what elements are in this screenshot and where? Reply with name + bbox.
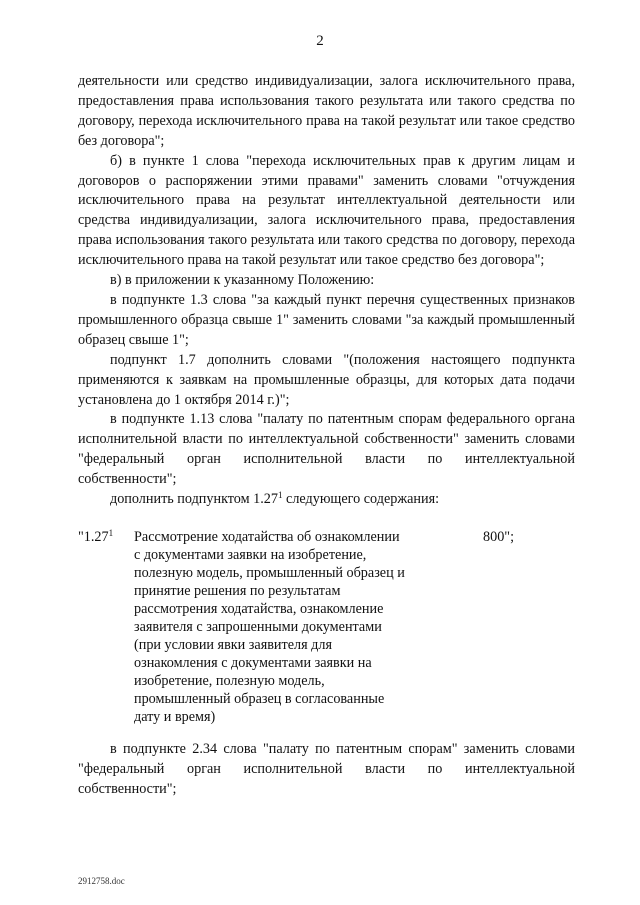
- item-description: [134, 528, 434, 726]
- document-body: [78, 72, 575, 510]
- item-description-line: (при условии явки заявителя для: [134, 637, 332, 653]
- item-description-line: с документами заявки на изобретение,: [134, 547, 367, 563]
- item-description-line: рассмотрения ходатайства, ознакомление: [134, 601, 384, 617]
- item-description-line: дату и время): [134, 709, 216, 725]
- paragraph-subitem-1-7: подпункт 1.7 дополнить словами "(положения настоящего подпункта применяются к заявкам на промышленные образцы, для которых дата подачи установлена до 1 октября 2014 г.)";: [78, 351, 575, 408]
- item-description-line: изобретение, полезную модель,: [134, 673, 325, 689]
- paragraph-subitem-1-13: в подпункте 1.13 слова "палату по патентным спорам федерального органа исполнительной власти по интеллектуальной собственности" заменить словами "федеральный орган исполнительной власти по интеллектуальной собственности";: [78, 411, 575, 488]
- add-subitem-superscript: 1: [277, 490, 283, 501]
- item-description-line: полезную модель, промышленный образец и: [134, 565, 405, 581]
- paragraph-subitem-2-34: в подпункте 2.34 слова "палату по патентным спорам" заменить словами "федеральный орган исполнительной власти по интеллектуальной собственности";: [78, 741, 575, 797]
- item-number: [78, 528, 113, 546]
- footer-filename: 2912758.doc: [78, 876, 125, 886]
- page-number: 2: [316, 33, 324, 49]
- item-description-line: заявителя с запрошенными документами: [134, 619, 382, 635]
- item-fee: 800";: [483, 529, 515, 545]
- item-description-line: Рассмотрение ходатайства об ознакомлении: [134, 529, 400, 545]
- add-subitem-text-after: следующего содержания:: [282, 491, 440, 508]
- item-number-superscript: 1: [108, 528, 114, 538]
- paragraph-v: в) в приложении к указанному Положению:: [110, 272, 375, 289]
- paragraph-continuation: деятельности или средство индивидуализации, залога исключительного права, предоставления права использования такого результата или такого средства по договору, перехода исключительного права на такой результат или такое средство без договора";: [78, 73, 575, 149]
- paragraph-subitem-1-3: в подпункте 1.3 слова "за каждый пункт перечня существенных признаков промышленного образца свыше 1" заменить словами "за каждый промышленный образец свыше 1";: [78, 291, 575, 348]
- item-description-line: ознакомления с документами заявки на: [134, 655, 372, 671]
- item-number-text: "1.27: [78, 529, 109, 545]
- add-subitem-text-before: дополнить подпунктом 1.27: [110, 491, 278, 508]
- paragraph-b: б) в пункте 1 слова "перехода исключительных прав к другим лицам и договоров о распоряжении этими правами" заменить словами "отчуждения исключительного права на результат интеллектуальной деятельности или средства индивидуализации, залога исключительного права, предоставления права использования такого результата или такого средства по договору, перехода исключительного права на такой результат или такое средство без договора";: [78, 152, 575, 269]
- paragraph-add-subitem: [78, 490, 575, 510]
- item-description-line: принятие решения по результатам: [134, 583, 341, 599]
- item-description-line: промышленный образец в согласованные: [134, 691, 385, 707]
- final-block: [78, 740, 575, 800]
